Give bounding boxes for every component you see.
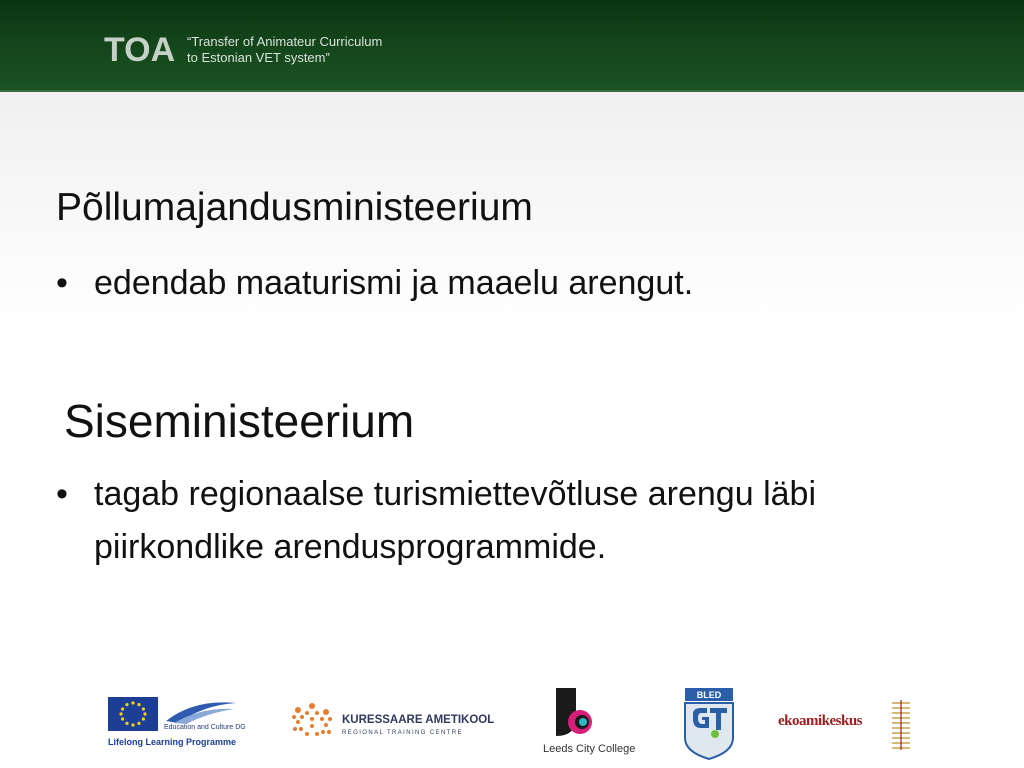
bullet-dot: • — [56, 264, 68, 302]
swoosh-icon — [164, 697, 238, 725]
eu-programme-label: Lifelong Learning Programme — [108, 737, 237, 747]
eu-flag-icon — [108, 697, 158, 731]
header-bar — [0, 0, 1024, 92]
leeds-emblem-icon — [554, 688, 596, 738]
kuressaare-name: KURESSAARE AMETIKOOL — [342, 714, 495, 726]
eu-lifelong-learning-logo — [106, 697, 256, 753]
bullet-dot: • — [56, 475, 68, 513]
toa-logo-mark: TOA — [104, 31, 176, 69]
kuressaare-subtitle: REGIONAL TRAINING CENTRE — [342, 730, 463, 736]
ekoamikeskus-logo — [776, 700, 916, 750]
bullet-item — [56, 257, 996, 310]
heading-siseministeerium: Siseministeerium — [64, 395, 415, 447]
leeds-city-college-logo — [540, 688, 650, 760]
bullet-item — [56, 468, 996, 578]
bled-label: BLED — [696, 690, 722, 700]
tagline-line-1: “Transfer of Animateur Curriculum — [187, 34, 383, 49]
bled-shield-logo — [683, 688, 735, 760]
eu-dg-label: Education and Culture DG — [164, 724, 246, 731]
kuressaare-ametikool-logo — [290, 700, 505, 744]
eko-name: ekoamikeskus — [778, 713, 863, 729]
leeds-name: Leeds City College — [543, 743, 636, 755]
bullet-text: tagab regionaalse turismiettevõtluse arengu läbi piirkondlike arendusprogrammide. — [94, 475, 817, 566]
bullet-text: edendab maaturismi ja maaelu arengut. — [94, 264, 694, 302]
people-figures-icon — [290, 700, 334, 744]
heading-pollumajandusministeerium: Põllumajandusministeerium — [56, 186, 533, 229]
tagline-line-2: to Estonian VET system” — [187, 50, 330, 65]
bled-shield-icon — [683, 688, 735, 760]
book-stack-icon — [890, 700, 912, 750]
toa-tagline — [187, 34, 382, 66]
